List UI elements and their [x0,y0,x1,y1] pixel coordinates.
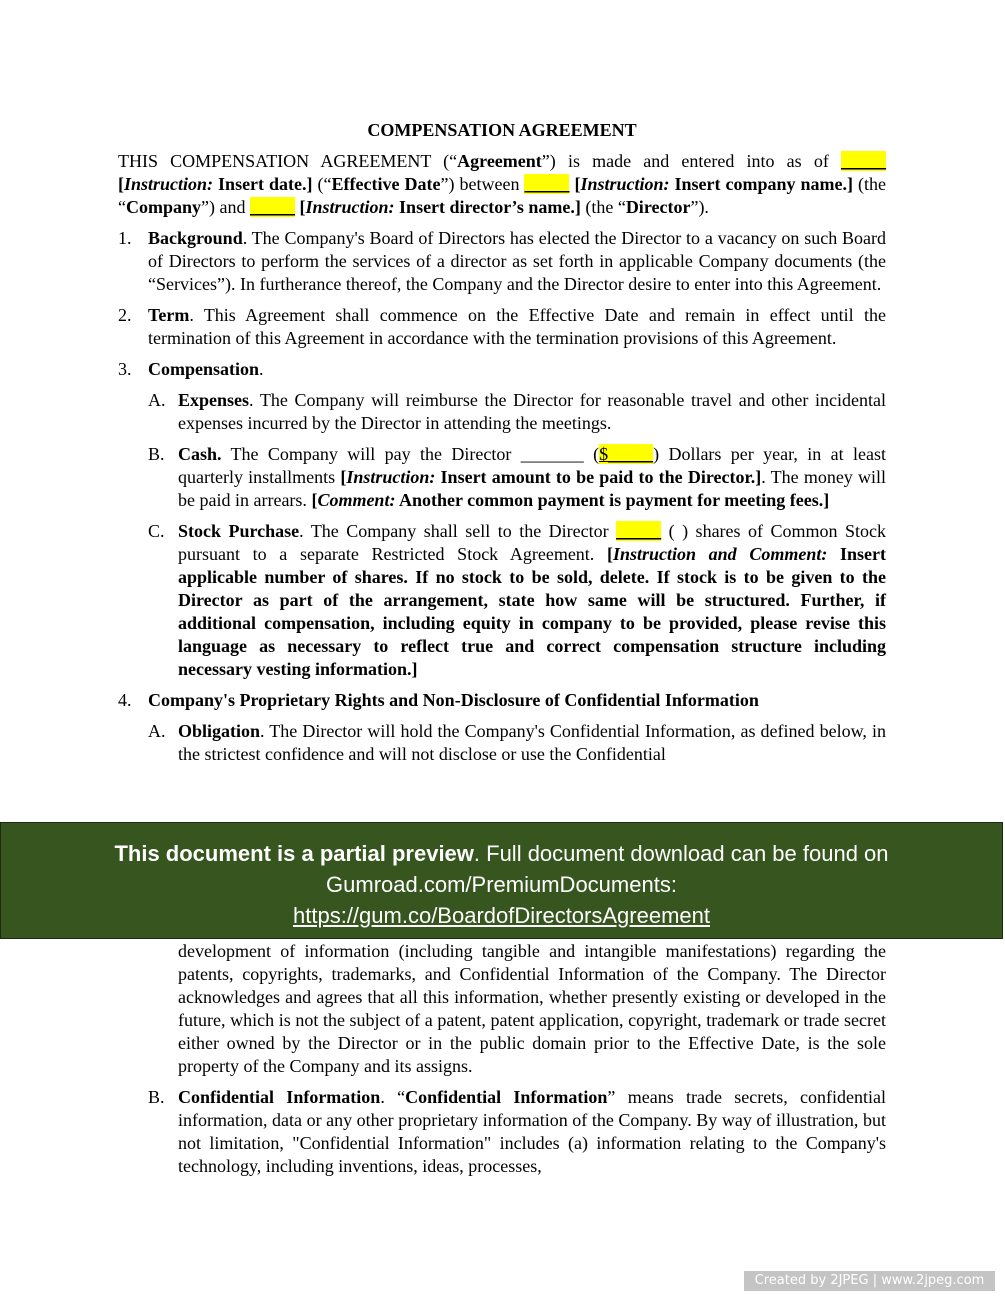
text-run: ) Dollars per year, in at least quarterly installments [178,444,886,487]
paragraph-number: 2. [118,305,132,325]
text-run: . “ [380,1087,406,1107]
text-run: Effective Date [331,174,441,194]
text-run: The Company will pay the Director _______ ( [221,444,600,464]
download-link[interactable]: https://gum.co/BoardofDirectorsAgreement [293,903,710,928]
document-body [118,150,886,766]
text-run: Insert applicable number of shares. If no stock to be sold, delete. If stock is to be given to the Director as part of the arrangement, state how same will be structured. Further, if additional compensation, including equity in company to be provided, please revise this language as necessary to reflect true and correct compensation structure including necessary vesting information.] [178,544,886,679]
blank-field[interactable]: _____ [250,197,295,217]
paragraph [118,389,886,435]
text-run: (the “ [580,197,626,217]
text-run: Insert date.] [213,174,313,194]
blank-field[interactable]: $_____ [599,444,654,464]
text-run: [ [311,490,318,510]
text-run: Insert director’s name.] [394,197,581,217]
text-run: Insert amount to be paid to the Director.] [435,467,762,487]
text-run: Insert company name.] [669,174,854,194]
text-run: Director [625,197,691,217]
paragraph [118,227,886,296]
text-run: ( ) shares of Common Stock pursuant to a separate Restricted Stock Agreement. [178,521,886,564]
paragraph [118,358,886,381]
blank-field[interactable]: _____ [524,174,570,194]
text-run: Compensation [148,359,260,379]
paragraph-number: A. [148,390,166,410]
text-run: Instruction: [124,174,214,194]
text-run: (“ [312,174,332,194]
text-run: . The money will be paid in arrears. [178,467,886,510]
paragraph [118,720,886,766]
text-run: Another common payment is payment for meeting fees.] [395,490,830,510]
document-title: COMPENSATION AGREEMENT [367,120,637,140]
paragraph [148,1086,886,1178]
text-run: development of information (including tangible and intangible manifestations) regarding the patents, copyrights, trademarks, and Confidential Information of the Company. The Director acknowledges and agrees that all this information, whether presently existing or developed in the future, which is not the subject of a patent, patent application, copyright, trademark or trade secret either owned by the Director or in the public domain prior to the Effective Date, is the sole property of the Company and its assigns. [178,941,886,1076]
preview-banner [0,822,1003,939]
text-run: . The Company will reimburse the Director for reasonable travel and other incidental expenses incurred by the Director in attending the meetings. [178,390,886,433]
document-body-continued [148,940,886,1186]
text-run: Expenses [178,390,250,410]
text-run: ”) between [440,174,525,194]
paragraph-number: 4. [118,690,132,710]
paragraph [118,150,886,219]
text-run: Obligation [178,721,261,741]
paragraph [118,520,886,681]
paragraph-number: B. [148,444,165,464]
paragraph [178,940,886,1078]
text-run: [ [340,467,347,487]
text-run: . The Director will hold the Company's Confidential Information, as defined below, in the strictest confidence and will not disclose or use the Confidential [178,721,886,764]
banner-text: . Full document download can be found on [473,841,889,866]
text-run: Background [148,228,243,248]
text-run: (the “ [118,174,887,217]
text-run: ”) and [201,197,250,217]
text-run: . [259,359,264,379]
text-run: Instruction and Comment: [612,544,828,564]
text-run: . The Company's Board of Directors has elected the Director to a vacancy on such Board of Directors to perform the services of a director as set forth in applicable Company documents (the “Services”). In furtherance thereof, the Company and the Director desire to enter into this Agreement. [148,228,886,294]
text-run: Stock Purchase [178,521,300,541]
text-run: ” means trade secrets, confidential information, data or any other proprietary information of the Company. By way of illustration, but not limitation, "Confidential Information" includes (a) information relating to the Company's technology, including inventions, ideas, processes, [178,1087,886,1176]
text-run: [ [118,174,124,194]
blank-field[interactable]: _____ [616,521,662,541]
text-run: Cash. [178,444,222,464]
text-run: [ [574,174,581,194]
watermark: Created by 2JPEG | www.2jpeg.com [744,1271,995,1291]
paragraph-number: B. [148,1087,165,1107]
text-run: Instruction: [305,197,395,217]
text-run: THIS COMPENSATION AGREEMENT (“ [118,151,458,171]
text-run: Agreement [457,151,542,171]
text-run: ”). [690,197,709,217]
banner-bold-text: This document is a partial preview [114,841,474,866]
text-run: Instruction: [346,467,436,487]
text-run: [ [606,544,613,564]
paragraph-number: 3. [118,359,132,379]
paragraph-number: C. [148,521,165,541]
banner-line2: Gumroad.com/PremiumDocuments: [326,872,677,897]
text-run: Instruction: [580,174,670,194]
text-run: Company [126,197,202,217]
text-run: ”) is made and entered into as of [541,151,841,171]
text-run: Company's Proprietary Rights and Non-Disclosure of Confidential Information [148,690,759,710]
paragraph-number: 1. [118,228,132,248]
paragraph [118,689,886,712]
paragraph-number: A. [148,721,166,741]
blank-field[interactable]: _____ [841,151,886,171]
text-run: Comment: [317,490,396,510]
text-run: . This Agreement shall commence on the Effective Date and remain in effect until the termination of this Agreement in accordance with the termination provisions of this Agreement. [148,305,886,348]
text-run: Confidential Information [178,1087,381,1107]
paragraph [118,443,886,512]
paragraph [118,304,886,350]
text-run: Confidential Information [405,1087,608,1107]
document-page [118,119,886,774]
text-run: . The Company shall sell to the Director [299,521,617,541]
text-run: Term [148,305,190,325]
text-run: [ [299,197,306,217]
